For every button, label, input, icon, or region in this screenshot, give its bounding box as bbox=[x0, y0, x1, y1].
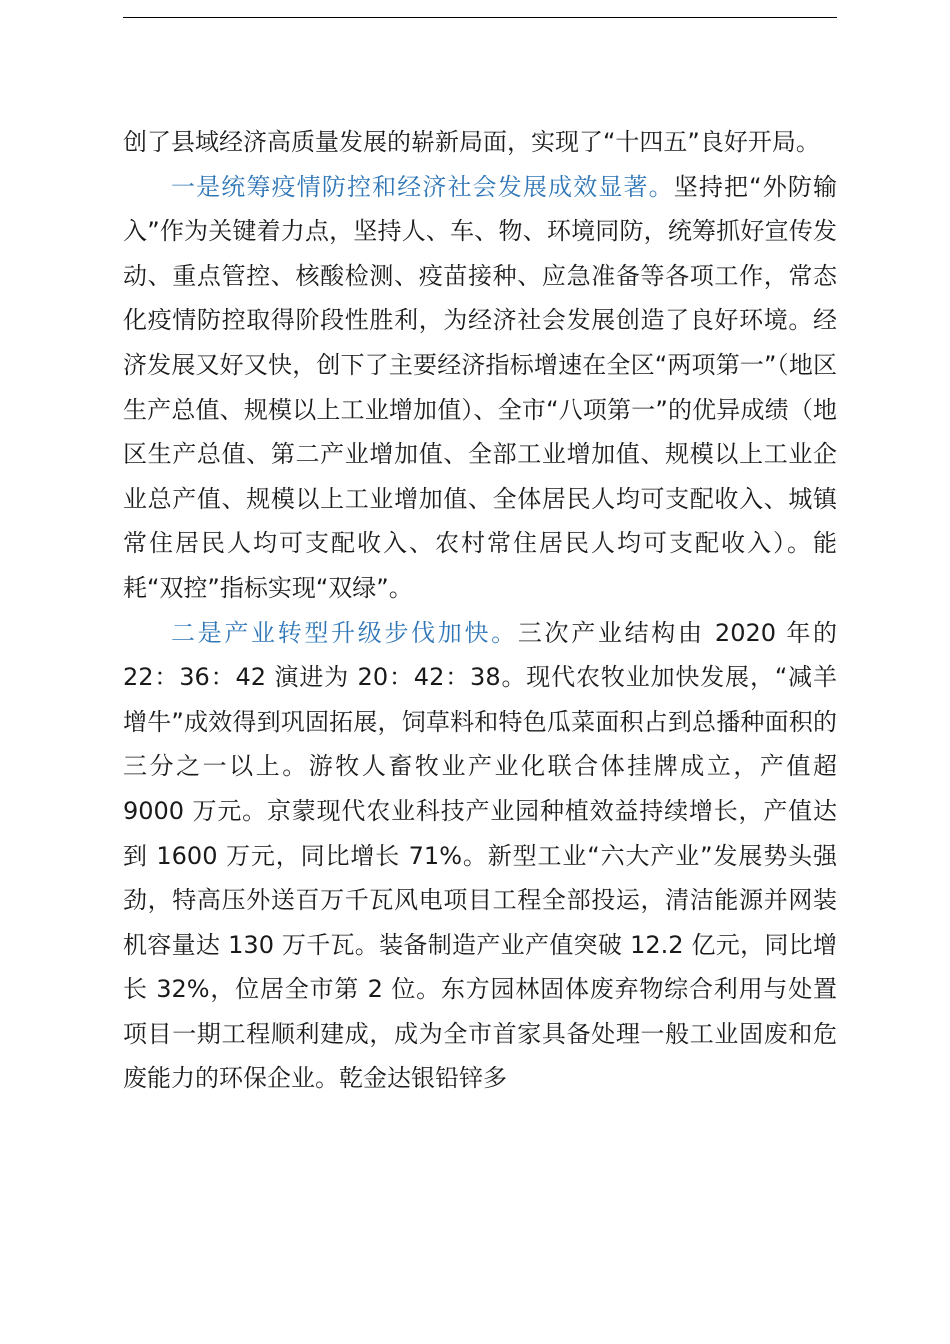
paragraph-2-text: 坚持把“外防输入”作为关键着力点，坚持人、车、物、环境同防，统筹抓好宣传发动、重点管控、核酸检测、疫苗接种、应急准备等各项工作，常态化疫情防控取得阶段性胜利，为经济社会发展创造了良好环境。经济发展又好又快，创下了主要经济指标增速在全区“两项第一”（地区生产总值、规模以上工业增加值）、全市“八项第一”的优异成绩（地区生产总值、第二产业增加值、全部工业增加值、规模以上工业企业总产值、规模以上工业增加值、全体居民人均可支配收入、城镇常住居民人均可支配收入、农村常住居民人均可支配收入）。能耗“双控”指标实现“双绿”。 bbox=[123, 172, 838, 602]
paragraph-3 bbox=[123, 611, 837, 1102]
paragraph-1-text: 创了县域经济高质量发展的崭新局面，实现了“十四五”良好开局。 bbox=[123, 128, 820, 156]
document-body bbox=[123, 120, 837, 1101]
paragraph-3-heading: 二是产业转型升级步伐加快。 bbox=[171, 618, 518, 647]
paragraph-1 bbox=[123, 120, 837, 165]
paragraph-2-heading: 一是统筹疫情防控和经济社会发展成效显著。 bbox=[171, 172, 674, 201]
paragraph-2 bbox=[123, 165, 837, 611]
header-rule bbox=[123, 17, 837, 18]
paragraph-3-text: 三次产业结构由 2020 年的 22：36：42 演进为 20：42：38。现代农牧业加快发展，“减羊增牛”成效得到巩固拓展，饲草料和特色瓜菜面积占到总播种面积的三分之一以上。游牧人畜牧业产业化联合体挂牌成立，产值超 9000 万元。京蒙现代农业科技产业园种植效益持续增长，产值达到 1600 万元，同比增长 71%。新型工业“六大产业”发展势头强劲，特高压外送百万千瓦风电项目工程全部投运，清洁能源并网装机容量达 130 万千瓦。装备制造产业产值突破 12.2 亿元，同比增长 32%，位居全市第 2 位。东方园林固体废弃物综合利用与处置项目一期工程顺利建成，成为全市首家具备处理一般工业固废和危废能力的环保企业。乾金达银铅锌多 bbox=[123, 618, 838, 1093]
